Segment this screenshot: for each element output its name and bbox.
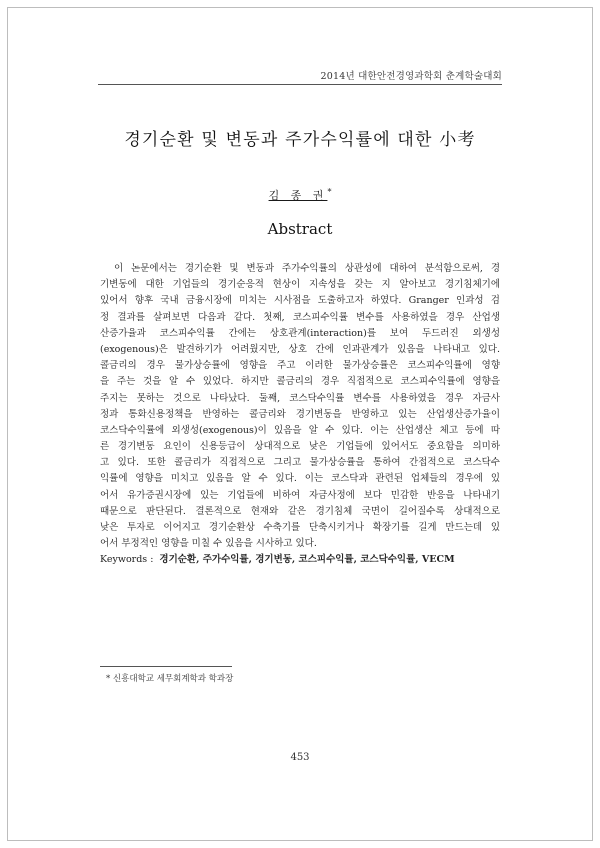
abstract-line: (exogenous)은 발견하기가 어려웠지만, 상호 간에 인과관계가 있음을 나타내고 있다. xyxy=(100,343,500,355)
abstract-line: 른 경기변동 요인이 신용등급이 상대적으로 낮은 기업들에 있어서도 중요함을 의미하 xyxy=(100,441,500,453)
author-footnote-mark: * xyxy=(327,187,332,197)
abstract-line: 코스닥수익률에 외생성(exogenous)이 있음을 알 수 있다. 이는 산업생산 체고 등에 따 xyxy=(100,424,500,436)
footnote-rule xyxy=(100,666,232,667)
abstract-heading: Abstract xyxy=(267,220,333,238)
abstract-line: 어서 유가증권시장에 있는 기업들에 비하여 자금사정에 보다 민감한 반응을 나타내기 xyxy=(100,489,500,501)
conference-header: 2014년 대한안전경영과학회 춘계학술대회 xyxy=(320,71,502,82)
abstract-line: 주지는 못하는 것으로 나타났다. 둘째, 코스닥수익률 변수를 사용하였을 경우 자금사 xyxy=(100,392,500,404)
abstract-line: 기변동에 대한 기업들의 경기순응적 현상이 지속성을 갖는 지 알아보고 경기침체기에 xyxy=(100,279,500,291)
keywords-label: Keywords : xyxy=(100,554,154,566)
abstract-line: 있어서 향후 국내 금융시장에 미치는 시사점을 도출하고자 하였다. Granger 인과성 검 xyxy=(100,295,500,307)
keywords xyxy=(100,552,500,568)
abstract-line: 익률에 영향을 미치고 있음을 알 수 있다. 이는 코스닥과 관련된 업체들의 경우에 있 xyxy=(100,473,500,485)
abstract-line: 산증가율과 코스피수익률 간에는 상호관계(interaction)를 보여 두드러진 외생성 xyxy=(100,327,500,339)
abstract-line: 때문으로 판단된다. 결론적으로 현재와 같은 경기침체 국면이 길어질수록 상대적으로 xyxy=(100,505,500,517)
abstract-line: 정 결과를 살펴보면 다음과 같다. 첫째, 코스피수익률 변수를 사용하였을 경우 산업생 xyxy=(100,311,500,323)
author xyxy=(0,187,600,203)
keywords-list: 경기순환, 주가수익률, 경기변동, 코스피수익률, 코스닥수익률, VECM xyxy=(159,554,455,566)
footnote: * 신흥대학교 세무회계학과 학과장 xyxy=(106,674,234,684)
abstract-line: 을 주는 것을 알 수 있었다. 하지만 콜금리의 경우 직접적으로 코스피수익률에 영향을 xyxy=(100,376,500,388)
header-rule xyxy=(98,84,502,85)
paper-title: 경기순환 및 변동과 주가수익률에 대한 小考 xyxy=(124,130,476,150)
abstract-body xyxy=(100,261,500,568)
abstract-line: 어서 부정적인 영향을 미칠 수 있음을 시사하고 있다. xyxy=(100,538,317,550)
abstract-line: 낮은 투자로 이어지고 경기순환상 수축기를 단축시키거나 확장기를 길게 만드는데 있 xyxy=(100,522,500,533)
abstract-line: 콜금리의 경우 물가상승률에 영향을 주고 이러한 물가상승률은 코스피수익률에 영향 xyxy=(100,360,500,372)
abstract-line: 이 논문에서는 경기순환 및 변동과 주가수익률의 상관성에 대하여 분석함으로써, 경 xyxy=(114,263,500,274)
abstract-line: 고 있다. 또한 콜금리가 직접적으로 그리고 물가상승률을 통하여 간접적으로 코스닥수 xyxy=(100,457,500,469)
author-name: 김 종 권 xyxy=(268,189,328,202)
page-number: 453 xyxy=(290,752,310,763)
abstract-line: 정과 통화신용정책을 반영하는 콜금리와 경기변동을 반영하고 있는 산업생산증가율이 xyxy=(100,408,500,420)
